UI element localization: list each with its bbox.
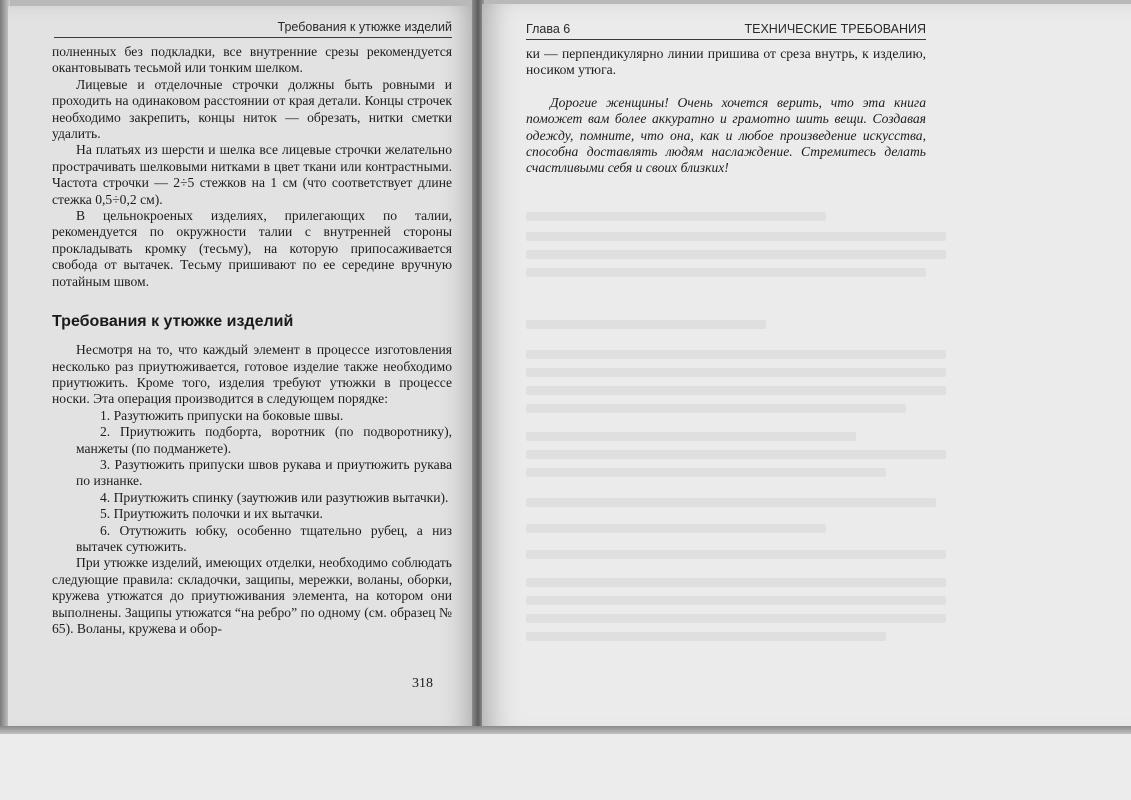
right-page [482, 4, 1131, 734]
show-through-line [526, 386, 946, 395]
ironing-step-2: 2. Приутюжить подборта, воротник (по подворотнику), манжеты (по подманжете). [76, 424, 452, 456]
left-page [8, 6, 474, 736]
continuation-paragraph: ки — перпендикулярно линии пришива от среза внутрь, к изделию, носиком утюга. [526, 46, 926, 78]
intro-paragraph-1: полненных без подкладки, все внутренние срезы рекомендуется окантовывать тесьмой или тонким шелком. [52, 44, 452, 76]
show-through-line [526, 250, 946, 259]
show-through-line [526, 596, 946, 605]
show-through-line [526, 614, 946, 623]
page-number: 318 [412, 676, 433, 691]
closing-note: Дорогие женщины! Очень хочется верить, что эта книга поможет вам более аккуратно и грамотно шить вещи. Создавая одежду, помните, что она, как и любое произведение искусства, способна доставлять людям наслаждение. Стремитесь делать счастливыми себя и своих близких! [526, 94, 926, 176]
intro-paragraph-3: На платьях из шерсти и шелка все лицевые строчки желательно прострачивать шелковыми нитками в цвет ткани или контрастными. Частота строчки — 2÷5 стежков на 1 см (что соответствует длине стежка 0,5÷0,2 см). [52, 142, 452, 207]
ironing-step-6: 6. Отутюжить юбку, особенно тщательно рубец, а низ вытачек сутюжить. [76, 522, 452, 554]
ironing-step-4: 4. Приутюжить спинку (заутюжив или разутюжив вытачки). [100, 489, 449, 505]
section-intro: Несмотря на то, что каждый элемент в процессе изготовления несколько раз приутюживается, готовое изделие также необходимо приутюжить. Кроме того, изделия требуют утюжки в процессе носки. Эта операция производится в следующем порядке: [52, 342, 452, 407]
show-through-line [526, 524, 826, 533]
show-through-line [526, 468, 886, 477]
section-spacer [52, 290, 452, 312]
chapter-label: Глава 6 [526, 22, 571, 36]
show-through-line [526, 320, 766, 329]
show-through-line [526, 404, 906, 413]
show-through-line [526, 268, 926, 277]
scanner-bed [0, 734, 1131, 800]
ironing-step-3: 3. Разутюжить припуски швов рукава и приутюжить рукава по изнанке. [76, 456, 452, 489]
show-through-line [526, 498, 936, 507]
show-through-line [526, 232, 946, 241]
intro-paragraph-2: Лицевые и отделочные строчки должны быть ровными и проходить на одинаковом расстоянии от края детали. Концы строчек необходимо закрепить, концы ниток — обрезать, нитки сметки удалить. [52, 76, 452, 142]
right-running-head [526, 22, 926, 40]
left-running-head: Требования к утюжке изделий [54, 20, 452, 38]
chapter-title: ТЕХНИЧЕСКИЕ ТРЕБОВАНИЯ [744, 22, 926, 36]
show-through-line [526, 368, 946, 377]
intro-paragraph-4: В цельнокроеных изделиях, прилегающих по талии, рекомендуется по окружности талии с внутренней стороны прокладывать кромку (тесьму), на которую припосаживается свобода от вытачек. Тесьму пришивают по ее середине вручную потайным швом. [52, 208, 452, 289]
show-through-line [526, 578, 946, 587]
closing-paragraph: При утюжке изделий, имеющих отделки, необходимо соблюдать следующие правила: складочки, защипы, мережки, воланы, оборки, кружева утюжатся до приутюживания элемента, на котором они выполнены. Защипы утюжатся “на ребро” по одному (см. образец № 65). Воланы, кружева и обор- [52, 555, 452, 636]
show-through-line [526, 212, 826, 221]
show-through-line [526, 632, 886, 641]
right-page-body [526, 46, 926, 177]
show-through-line [526, 432, 856, 441]
show-through-line [526, 450, 946, 459]
ironing-step-1: 1. Разутюжить припуски на боковые швы. [100, 407, 344, 423]
show-through-line [526, 350, 946, 359]
show-through-line [526, 550, 946, 559]
section-heading: Требования к утюжке изделий [52, 313, 294, 331]
ironing-step-5: 5. Приутюжить полочки и их вытачки. [100, 506, 323, 522]
left-page-body [52, 44, 452, 637]
